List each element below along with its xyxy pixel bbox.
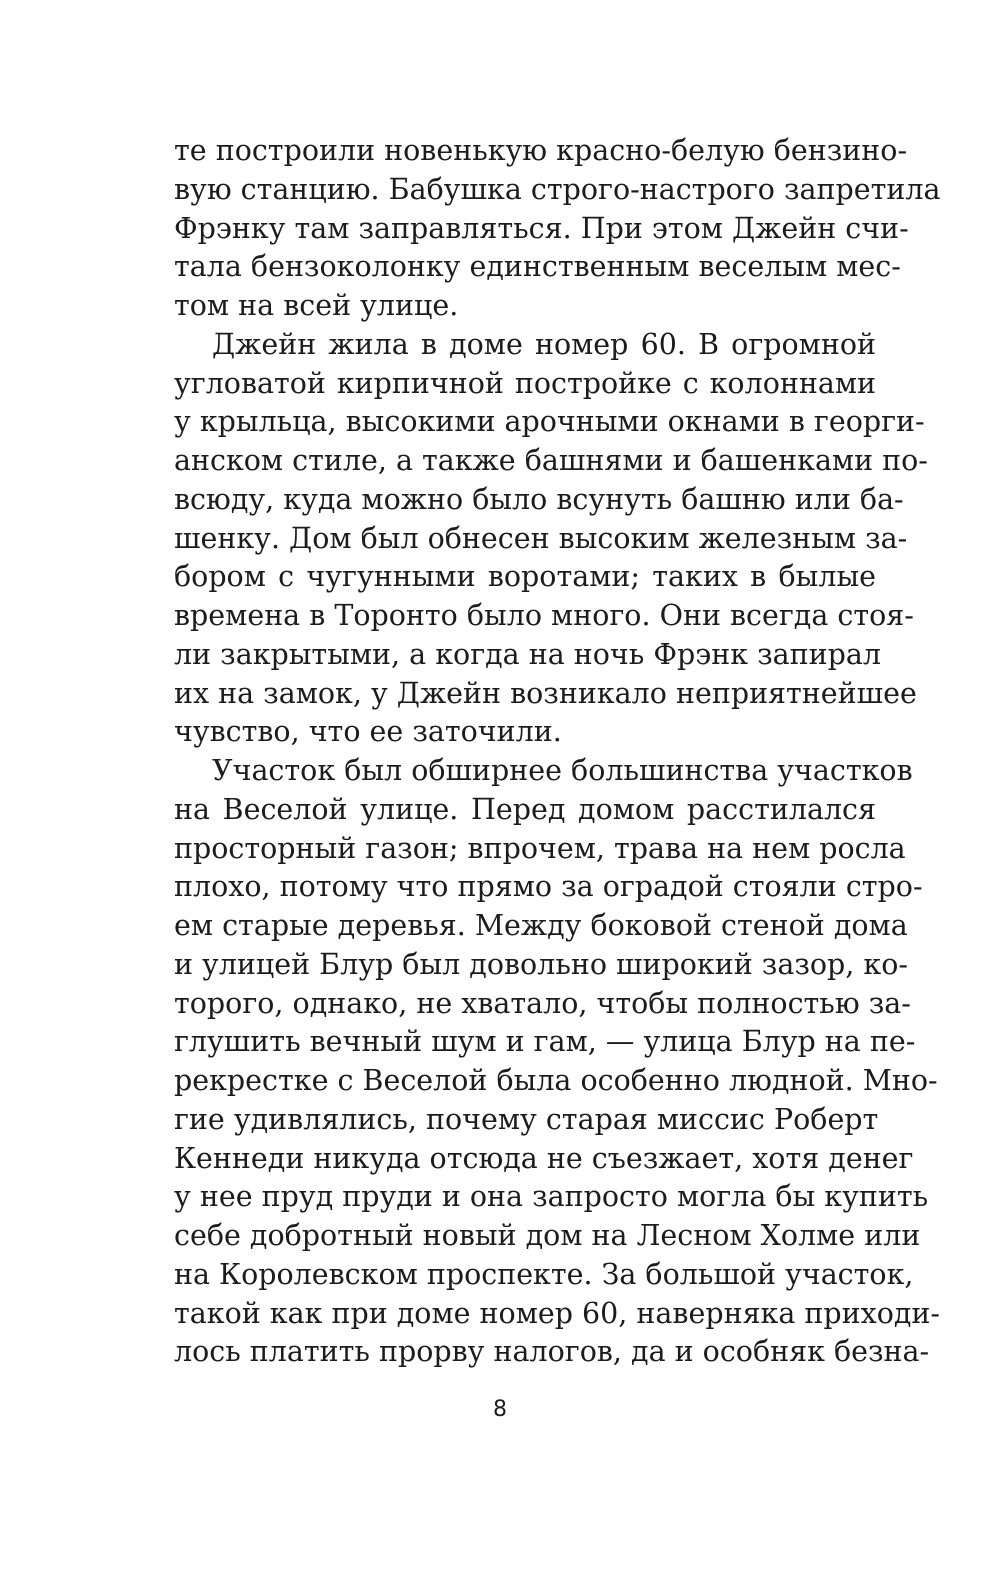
text-line: тала бензоколонку единственным веселым мес- — [174, 250, 901, 284]
text-line: всюду, куда можно было всунуть башню или ба- — [174, 482, 904, 516]
text-line: плохо, потому что прямо за оградой стояли стро- — [174, 870, 923, 904]
text-line: том на всей улице. — [174, 289, 459, 322]
page-number: 8 — [493, 1397, 507, 1422]
text-line: ли закрытыми, а когда на ночь Фрэнк запирал — [174, 637, 881, 671]
text-line: на Веселой улице. Перед домом расстилался — [174, 792, 876, 826]
text-line: у крыльца, высокими арочными окнами в георги- — [174, 405, 925, 439]
text-line: их на замок, у Джейн возникало неприятнейшее — [174, 676, 917, 710]
body-text — [174, 132, 941, 1372]
text-line: шенку. Дом был обнесен высоким железным за- — [174, 521, 908, 555]
text-line: времена в Торонто было много. Они всегда стоя- — [174, 599, 914, 632]
text-line: у нее пруд пруди и она запросто могла бы купить — [174, 1180, 929, 1214]
text-line: Кеннеди никуда отсюда не съезжает, хотя денег — [174, 1141, 914, 1175]
text-line: Фрэнку там заправляться. При этом Джейн счи- — [174, 211, 909, 245]
text-line: просторный газон; впрочем, трава на нем росла — [174, 831, 906, 865]
text-line: те построили новенькую красно-белую бензино- — [174, 134, 908, 167]
text-line: такой как при доме номер 60, наверняка приходи- — [174, 1296, 941, 1330]
text-line: бором с чугунными воротами; таких в былые — [174, 560, 876, 594]
text-line: рекрестке с Веселой была особенно людной. Мно- — [174, 1064, 938, 1097]
text-line: угловатой кирпичной постройке с колоннами — [174, 366, 876, 400]
text-line: ем старые деревья. Между боковой стеной дома — [174, 909, 908, 942]
text-line: анском стиле, а также башнями и башенками по- — [174, 444, 928, 477]
text-line: Джейн жила в доме номер 60. В огромной — [212, 327, 876, 361]
text-line: чувство, что ее заточили. — [174, 715, 562, 749]
text-line: Участок был обширнее большинства участков — [212, 754, 913, 787]
text-line: себе добротный новый дом на Лесном Холме или — [174, 1219, 921, 1252]
text-line: вую станцию. Бабушка строго-настрого запретила — [174, 172, 941, 206]
text-line: глушить вечный шум и гам, — улица Блур на пе- — [174, 1025, 916, 1059]
text-line: на Королевском проспекте. За большой участок, — [174, 1257, 914, 1291]
text-line: и улицей Блур был довольно широкий зазор, ко- — [174, 947, 909, 981]
text-line: торого, однако, не хватало, чтобы полностью за- — [174, 986, 911, 1020]
paragraph-2 — [174, 326, 928, 752]
text-line: гие удивлялись, почему старая миссис Роберт — [174, 1102, 879, 1136]
paragraph-1 — [174, 132, 941, 326]
text-line: лось платить прорву налогов, да и особняк безна- — [174, 1335, 930, 1369]
paragraph-3 — [174, 752, 941, 1372]
